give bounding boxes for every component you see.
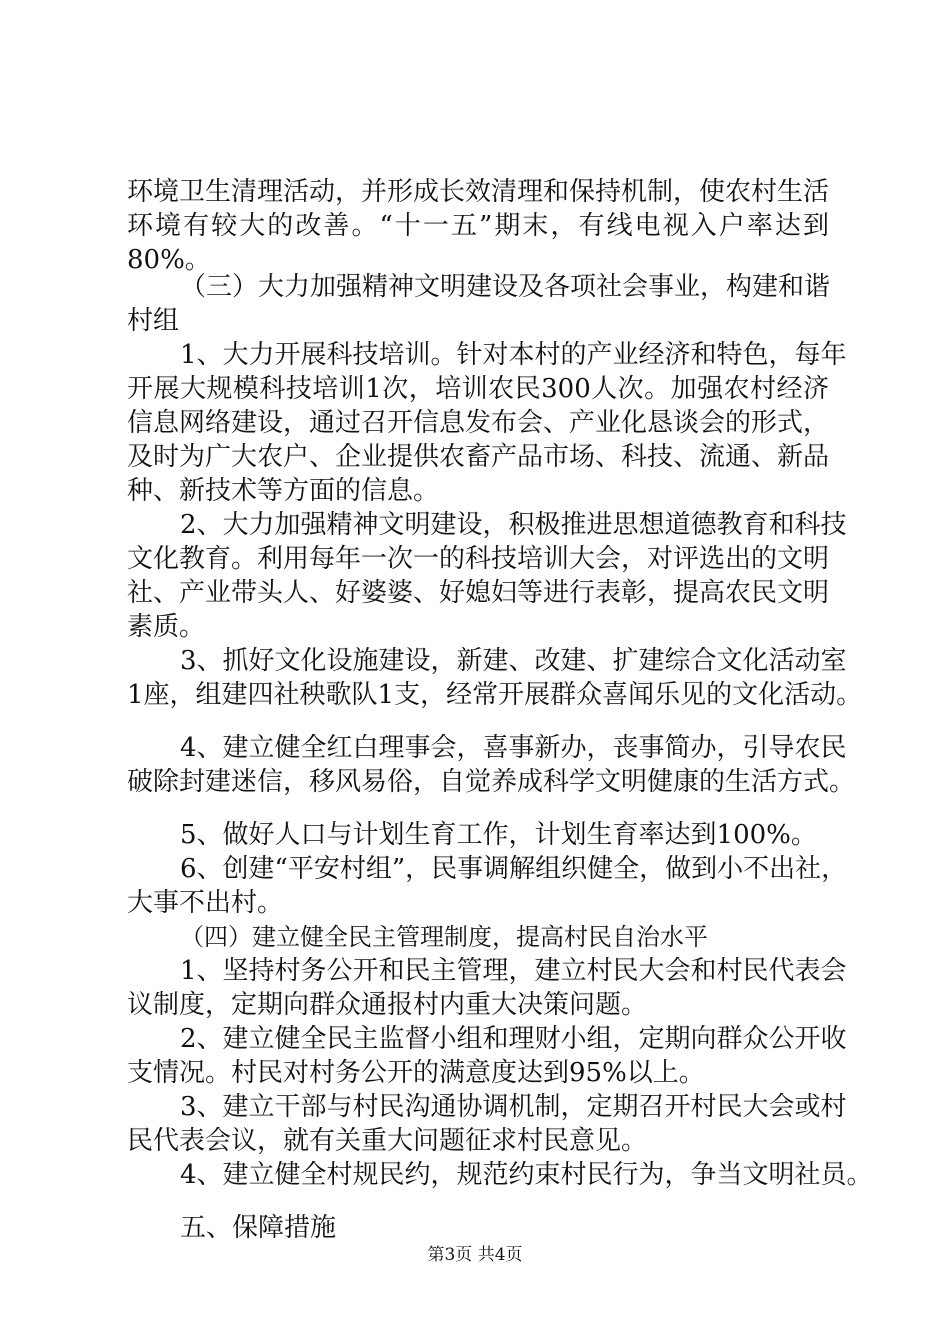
text-line: 支情况。村民对村务公开的满意度达到95%以上。 — [127, 1058, 705, 1088]
text-line: 民代表会议，就有关重大问题征求村民意见。 — [127, 1126, 648, 1156]
text-line: 4、建立健全村规民约，规范约束村民行为，争当文明社员。 — [180, 1160, 873, 1190]
text-line: 3、建立干部与村民沟通协调机制，定期召开村民大会或村 — [180, 1092, 847, 1122]
text-line: 5、做好人口与计划生育工作，计划生育率达到100%。 — [180, 820, 817, 850]
text-line: 80%。 — [127, 245, 211, 275]
text-line: 社、产业带头人、好婆婆、好媳妇等进行表彰，提高农民文明 — [127, 578, 830, 608]
section-heading: （四）建立健全民主管理制度，提高村民自治水平 — [180, 923, 708, 951]
text-line: 1座，组建四社秧歌队1支，经常开展群众喜闻乐见的文化活动。 — [127, 680, 863, 710]
page-footer: 第3页 共4页 — [427, 1245, 523, 1265]
text-line: 破除封建迷信，移风易俗，自觉养成科学文明健康的生活方式。 — [127, 767, 856, 797]
section-heading: （三）大力加强精神文明建设及各项社会事业，构建和谐 — [180, 272, 831, 302]
text-line: 环境有较大的改善。“十一五”期末，有线电视入户率达到 — [127, 211, 829, 241]
text-line: 2、建立健全民主监督小组和理财小组，定期向群众公开收 — [180, 1024, 847, 1054]
text-line: 6、创建“平安村组”，民事调解组织健全，做到小不出社， — [180, 854, 848, 884]
text-line: 开展大规模科技培训1次，培训农民300人次。加强农村经济 — [127, 374, 829, 404]
section-heading: 村组 — [127, 306, 180, 336]
text-line: 文化教育。利用每年一次一的科技培训大会，对评选出的文明 — [127, 544, 830, 574]
text-line: 种、新技术等方面的信息。 — [127, 476, 440, 506]
text-line: 素质。 — [127, 612, 206, 642]
text-line: 及时为广大农户、企业提供农畜产品市场、科技、流通、新品 — [127, 442, 830, 472]
text-line: 议制度，定期向群众通报村内重大决策问题。 — [127, 990, 648, 1020]
text-line: 大事不出村。 — [127, 888, 284, 918]
section-heading: 五、保障措施 — [180, 1213, 337, 1243]
text-line: 环境卫生清理活动，并形成长效清理和保持机制，使农村生活 — [127, 177, 830, 207]
text-line: 1、坚持村务公开和民主管理，建立村民大会和村民代表会 — [180, 956, 847, 986]
text-line: 3、抓好文化设施建设，新建、改建、扩建综合文化活动室 — [180, 646, 847, 676]
text-line: 信息网络建设，通过召开信息发布会、产业化恳谈会的形式， — [127, 408, 830, 438]
text-line: 4、建立健全红白理事会，喜事新办，丧事简办，引导农民 — [180, 733, 847, 763]
text-line: 2、大力加强精神文明建设，积极推进思想道德教育和科技 — [180, 510, 847, 540]
text-line: 1、大力开展科技培训。针对本村的产业经济和特色，每年 — [180, 340, 847, 370]
